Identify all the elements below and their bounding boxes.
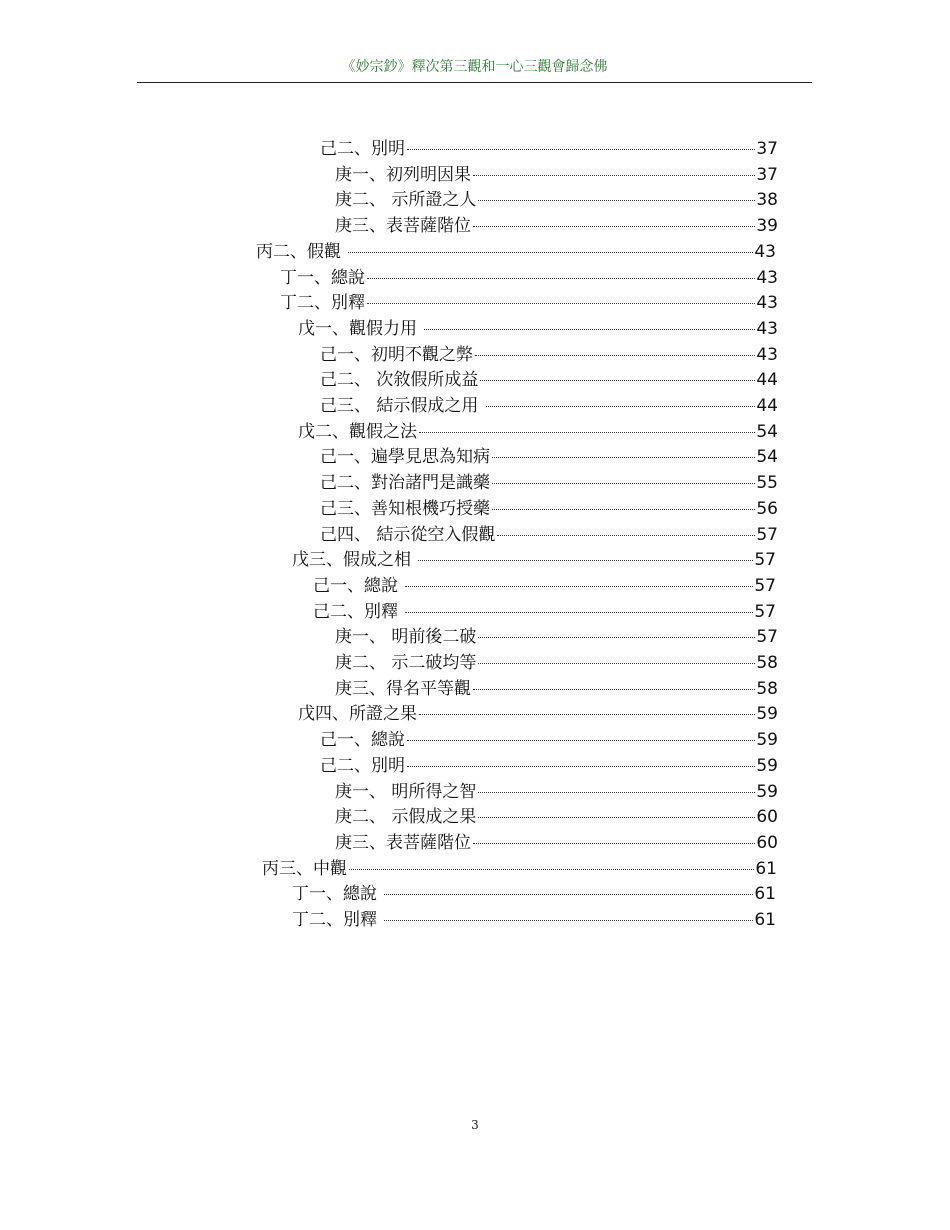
toc-entry-page: 43: [756, 318, 778, 339]
toc-entry-page: 44: [756, 370, 778, 391]
toc-entry-page: 57: [754, 575, 776, 596]
toc-entry: [335, 625, 778, 649]
toc-dot-leader: [486, 406, 756, 407]
toc-entry-page: 60: [756, 807, 778, 828]
toc-entry: [280, 291, 778, 315]
toc-entry-page: 38: [756, 190, 778, 211]
toc-entry-label: 己四、 結示從空入假觀: [320, 524, 496, 545]
toc-dot-leader: [478, 663, 755, 664]
toc-entry-label: 庚三、表菩薩階位: [335, 216, 471, 237]
toc-entry: [280, 266, 778, 290]
toc-entry-page: 43: [756, 344, 778, 365]
toc-dot-leader: [384, 920, 753, 921]
toc-entry: [320, 445, 778, 469]
toc-entry: [292, 908, 776, 932]
toc-entry: [313, 600, 776, 624]
toc-entry: [335, 805, 778, 829]
toc-entry: [335, 651, 778, 675]
toc-entry-label: 己一、總說: [320, 730, 405, 751]
toc-entry: [262, 857, 777, 881]
toc-entry: [292, 882, 776, 906]
toc-dot-leader: [405, 612, 753, 613]
toc-entry-page: 43: [756, 267, 778, 288]
toc-dot-leader: [473, 226, 755, 227]
toc-entry-page: 55: [756, 473, 778, 494]
toc-dot-leader: [475, 355, 755, 356]
toc-entry-page: 61: [755, 858, 777, 879]
toc-dot-leader: [473, 175, 755, 176]
toc-dot-leader: [492, 509, 755, 510]
toc-entry-label: 丁二、別釋: [292, 910, 383, 930]
toc-entry-label: 己一、遍學見思為知病: [320, 447, 490, 468]
toc-entry: [256, 240, 776, 264]
toc-entry-label: 己二、對治諸門是識藥: [320, 473, 490, 494]
toc-dot-leader: [407, 766, 755, 767]
toc-entry: [320, 137, 778, 161]
toc-entry-page: 54: [756, 421, 778, 442]
toc-entry-label: 庚二、 示假成之果: [335, 807, 477, 828]
toc-entry-label: 戊一、觀假力用: [298, 318, 423, 339]
toc-dot-leader: [384, 894, 753, 895]
toc-dot-leader: [407, 740, 755, 741]
toc-entry-page: 37: [756, 164, 778, 185]
toc-entry: [320, 343, 778, 367]
toc-entry-label: 庚二、 示二破均等: [335, 653, 477, 673]
toc-dot-leader: [367, 303, 755, 304]
running-header: 《妙宗鈔》釋次第三觀和一心三觀會歸念佛: [341, 59, 608, 75]
toc-dot-leader: [473, 689, 755, 690]
toc-entry-page: 43: [756, 293, 778, 314]
toc-entry-label: 丙三、中觀: [262, 858, 347, 879]
toc-entry: [320, 754, 778, 778]
toc-dot-leader: [478, 817, 755, 818]
toc-entry: [335, 188, 778, 212]
toc-entry: [320, 471, 778, 495]
toc-dot-leader: [419, 714, 755, 715]
toc-entry-label: 丙二、假觀: [256, 241, 347, 262]
toc-dot-leader: [478, 637, 755, 638]
toc-entry-page: 44: [756, 396, 778, 416]
page-number: 3: [471, 1118, 479, 1132]
toc-entry-label: 己二、別明: [320, 139, 405, 159]
toc-dot-leader: [497, 535, 755, 536]
toc-entry-label: 己二、 次敘假所成益: [320, 370, 479, 391]
toc-entry-page: 37: [756, 139, 778, 159]
toc-dot-leader: [424, 329, 755, 330]
toc-entry-page: 56: [756, 498, 778, 519]
toc-entry-page: 57: [754, 601, 776, 622]
toc-dot-leader: [473, 843, 755, 844]
toc-entry: [313, 574, 776, 598]
toc-entry-page: 59: [756, 730, 778, 751]
toc-dot-leader: [419, 432, 755, 433]
toc-entry-label: 庚一、初列明因果: [335, 164, 471, 185]
toc-entry-label: 庚三、得名平等觀: [335, 678, 471, 699]
toc-dot-leader: [405, 586, 753, 587]
toc-entry-page: 57: [754, 550, 776, 571]
toc-entry: [335, 677, 778, 701]
toc-entry: [335, 831, 778, 855]
toc-entry: [335, 780, 778, 804]
toc-dot-leader: [418, 560, 753, 561]
toc-entry-page: 43: [754, 241, 776, 262]
toc-entry-page: 57: [756, 524, 778, 545]
toc-entry-label: 己一、總說: [313, 575, 404, 596]
toc-dot-leader: [367, 278, 755, 279]
toc-dot-leader: [478, 792, 755, 793]
toc-entry-label: 庚二、 示所證之人: [335, 190, 477, 211]
toc-entry-label: 丁二、別釋: [280, 293, 365, 314]
toc-entry-page: 61: [754, 884, 776, 905]
toc-entry-page: 58: [756, 678, 778, 699]
toc-entry-label: 庚一、 明所得之智: [335, 781, 477, 802]
toc-dot-leader: [478, 200, 755, 201]
toc-entry-page: 58: [756, 653, 778, 673]
toc-entry-label: 己二、別釋: [313, 601, 404, 622]
toc-entry-label: 庚三、表菩薩階位: [335, 832, 471, 853]
toc-dot-leader: [348, 252, 753, 253]
toc-entry: [335, 214, 778, 238]
toc-entry-page: 60: [756, 832, 778, 853]
toc-entry: [320, 497, 778, 521]
toc-dot-leader: [492, 483, 755, 484]
toc-entry-label: 戊二、觀假之法: [298, 421, 417, 442]
toc-entry-label: 己一、初明不觀之弊: [320, 344, 473, 365]
toc-entry-page: 57: [756, 627, 778, 648]
toc-entry-label: 己二、別明: [320, 755, 405, 776]
toc-dot-leader: [407, 149, 755, 150]
toc-entry-page: 59: [756, 781, 778, 802]
toc-entry-page: 59: [756, 704, 778, 725]
toc-entry-label: 戊三、假成之相: [292, 550, 417, 571]
toc-entry-page: 61: [754, 910, 776, 930]
toc-entry-label: 戊四、所證之果: [298, 704, 417, 725]
toc-dot-leader: [349, 869, 754, 870]
toc-entry: [298, 317, 778, 341]
toc-entry-page: 39: [756, 216, 778, 237]
toc-entry: [320, 523, 778, 547]
toc-entry-page: 59: [756, 755, 778, 776]
toc-entry-label: 己三、善知根機巧授藥: [320, 498, 490, 519]
toc-entry: [298, 420, 778, 444]
toc-entry-label: 庚一、 明前後二破: [335, 627, 477, 648]
toc-dot-leader: [480, 380, 755, 381]
toc-entry-label: 丁一、總說: [280, 267, 365, 288]
toc-entry-page: 54: [756, 447, 778, 468]
toc-dot-leader: [492, 457, 755, 458]
toc-entry-label: 己三、 結示假成之用: [320, 396, 484, 416]
toc-entry: [335, 163, 778, 187]
toc-entry: [320, 728, 778, 752]
header-rule: [137, 82, 812, 83]
toc-entry: [292, 548, 776, 572]
toc-entry-label: 丁一、總說: [292, 884, 383, 905]
toc-entry: [298, 702, 778, 726]
toc-entry: [320, 368, 778, 392]
toc-entry: [320, 394, 778, 418]
